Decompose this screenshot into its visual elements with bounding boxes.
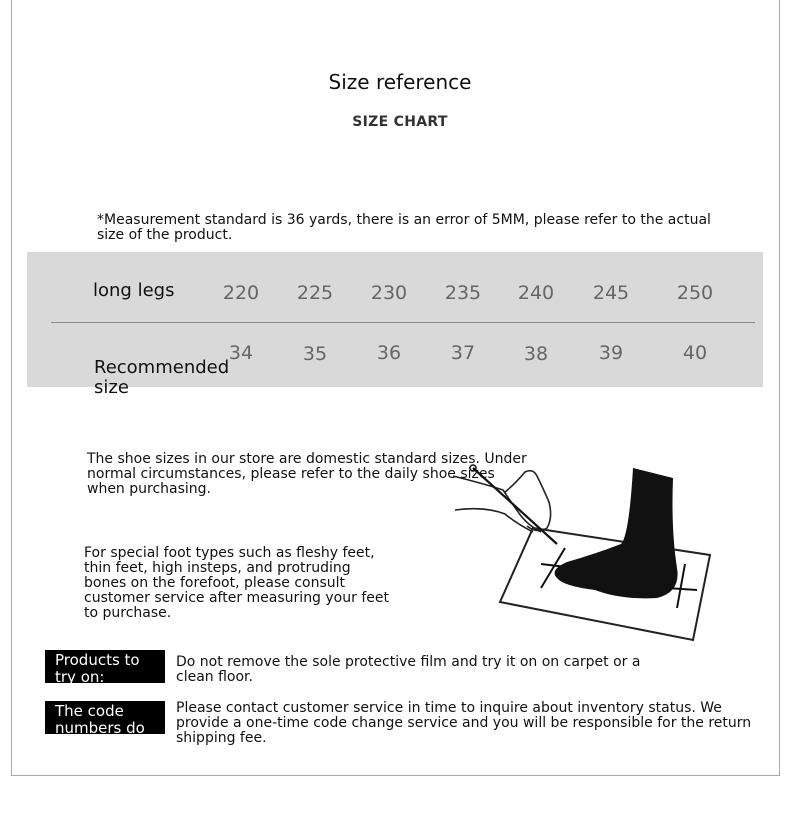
length-cell: 230 [370, 282, 408, 304]
size-cell: 37 [450, 342, 476, 364]
length-cell: 250 [676, 282, 714, 304]
page-title: Size reference [328, 70, 472, 94]
length-cell: 225 [296, 282, 334, 304]
size-cell: 36 [376, 342, 402, 364]
length-cell: 220 [222, 282, 260, 304]
size-cell: 39 [598, 342, 624, 364]
length-cell: 235 [444, 282, 482, 304]
length-cell: 245 [592, 282, 630, 304]
size-cell: 38 [523, 343, 549, 365]
size-cell: 40 [682, 342, 708, 364]
size-cell: 34 [228, 342, 254, 364]
special-feet-paragraph: For special foot types such as fleshy feet, thin feet, high insteps, and protruding bones on the forefoot, please consult customer service after measuring your feet to purchase. [84, 545, 389, 621]
foot-measuring-illustration-icon [445, 440, 735, 650]
row-label-length: long legs [93, 280, 175, 301]
size-cell: 35 [302, 343, 328, 365]
length-cell: 240 [517, 282, 555, 304]
store-sizes-paragraph: The shoe sizes in our store are domestic standard sizes. Under normal circumstances, please refer to the daily shoe sizes when purchasing. [87, 451, 527, 497]
measurement-note: *Measurement standard is 36 yards, there is an error of 5MM, please refer to the actual size of the product. [97, 212, 711, 243]
table-divider [51, 322, 755, 323]
size-table [27, 252, 763, 398]
try-on-text: Do not remove the sole protective film and try it on on carpet or a clean floor. [176, 654, 641, 685]
try-on-tag: Products to try on: [45, 650, 165, 683]
page-subtitle: SIZE CHART [352, 114, 448, 130]
code-mismatch-text: Please contact customer service in time to inquire about inventory status. We provide a one-time code change service and you will be responsible for the return shipping fee. [176, 700, 752, 746]
row-label-size: Recommended size [94, 357, 230, 398]
code-mismatch-tag: The code numbers do not match: [45, 701, 165, 734]
